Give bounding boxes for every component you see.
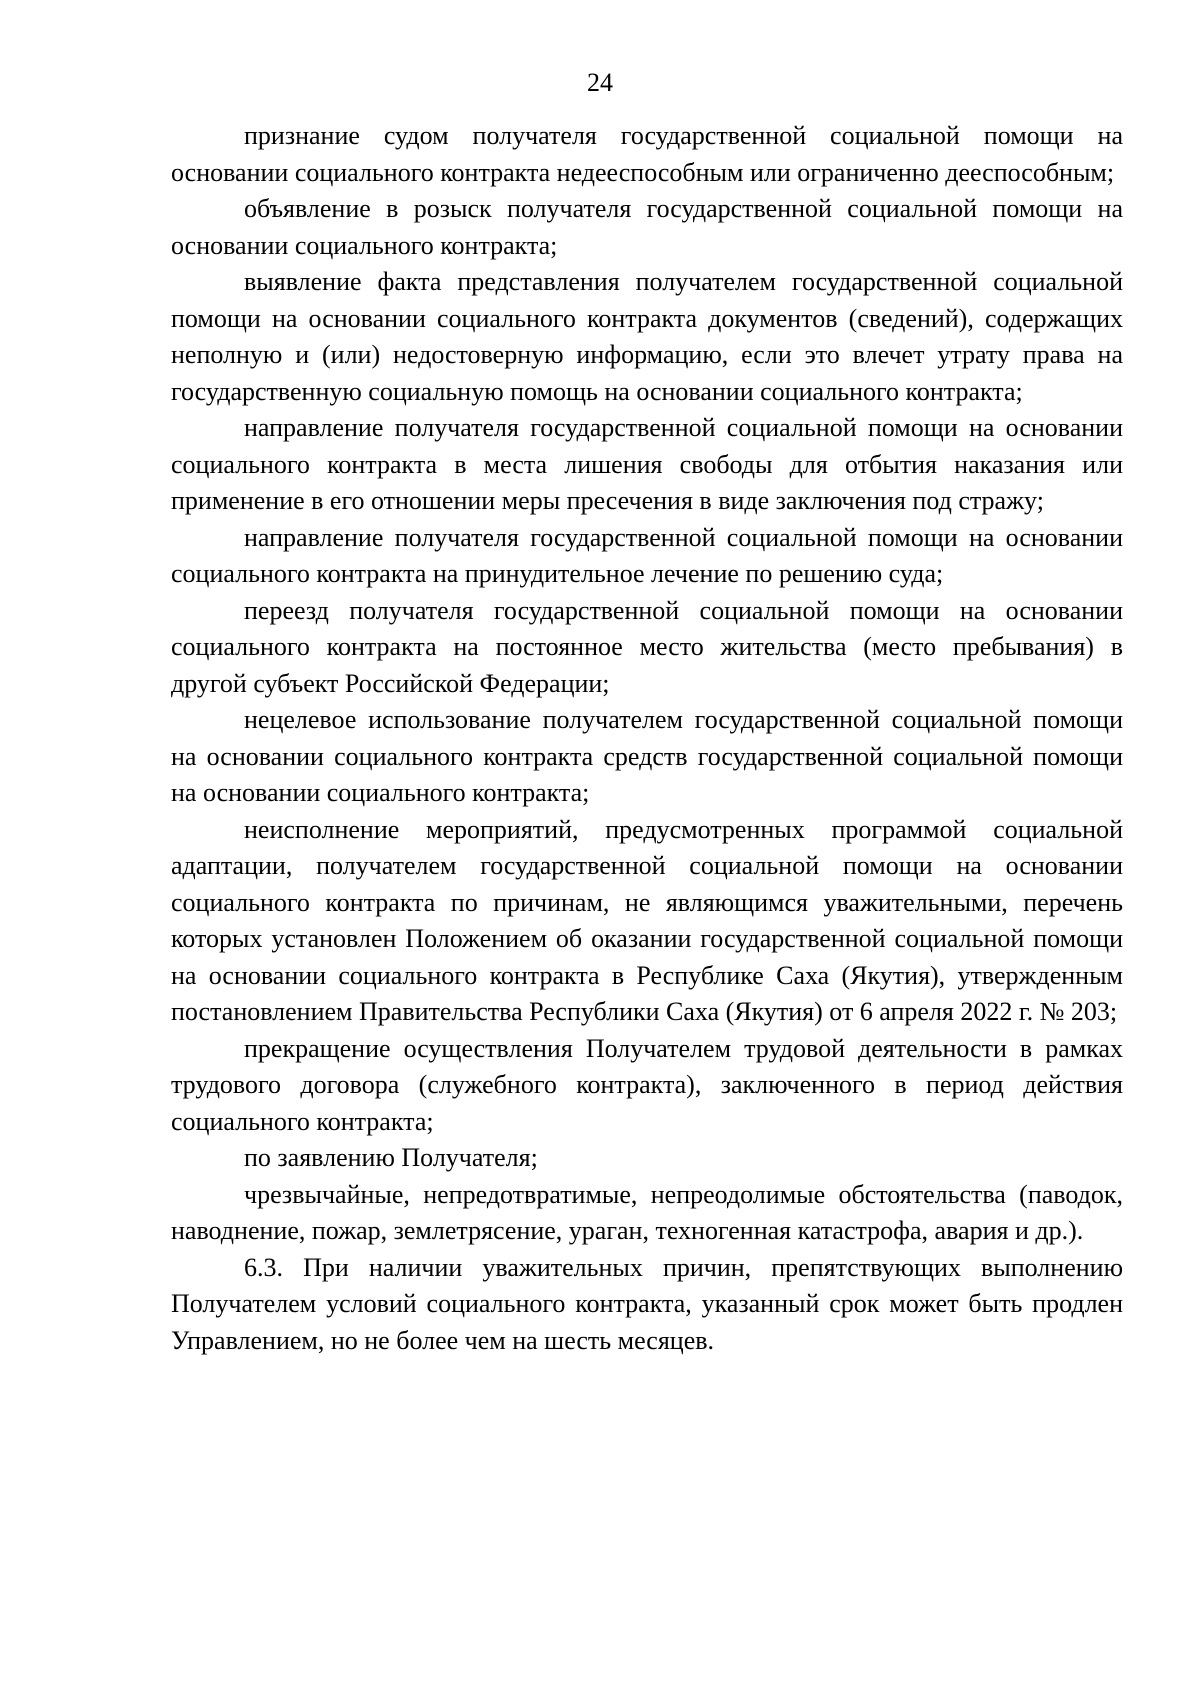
paragraph-false-information: выявление факта представления получателем государственной социальной помощи на основании социального контракта документов (сведений), содержащих неполную и (или) недостоверную информацию, если это влечет утрату права на государственную социальную помощь на основании социального контракта;	[171, 267, 1123, 406]
paragraph-compulsory-treatment: направление получателя государственной социальной помощи на основании социального контракта на принудительное лечение по решению суда;	[171, 522, 1123, 588]
paragraph-by-application: по заявлению Получателя;	[244, 1143, 538, 1172]
paragraph-section-6-3: 6.3. При наличии уважительных причин, препятствующих выполнению Получателем условий социального контракта, указанный срок может быть продлен Управлением, но не более чем на шесть месяцев.	[171, 1252, 1123, 1355]
paragraph-wanted-search: объявление в розыск получателя государственной социальной помощи на основании социального контракта;	[171, 194, 1123, 260]
paragraph-misuse-of-funds: нецелевое использование получателем государственной социальной помощи на основании социального контракта средств государственной социальной помощи на основании социального контракта;	[171, 705, 1123, 807]
page-number: 24	[587, 68, 613, 97]
paragraph-employment-termination: прекращение осуществления Получателем трудовой деятельности в рамках трудового договора (служебного контракта), заключенного в период действия социального контракта;	[171, 1033, 1123, 1136]
paragraph-relocation: переезд получателя государственной социальной помощи на основании социального контракта на постоянное место жительства (место пребывания) в другой субъект Российской Федерации;	[171, 595, 1123, 698]
paragraph-imprisonment: направление получателя государственной социальной помощи на основании социального контракта в места лишения свободы для отбытия наказания или применение в его отношении меры пресечения в виде заключения под стражу;	[171, 413, 1123, 515]
paragraph-nonfulfillment: неисполнение мероприятий, предусмотренных программой социальной адаптации, получателем государственной социальной помощи на основании социального контракта по причинам, не являющимся уважительными, перечень которых установлен Положением об оказании государственной социальной помощи на основании социального контракта в Республике Саха (Якутия), утвержденным постановлением Правительства Республики Саха (Якутия) от 6 апреля 2022 г. № 203;	[171, 814, 1123, 1026]
paragraph-force-majeure: чрезвычайные, непредотвратимые, непреодолимые обстоятельства (паводок, наводнение, пожар, землетрясение, ураган, техногенная катастрофа, авария и др.).	[171, 1179, 1123, 1245]
document-body	[171, 118, 1123, 1359]
paragraph-incapacity: признание судом получателя государственной социальной помощи на основании социального контракта недееспособным или ограниченно дееспособным;	[171, 121, 1123, 187]
